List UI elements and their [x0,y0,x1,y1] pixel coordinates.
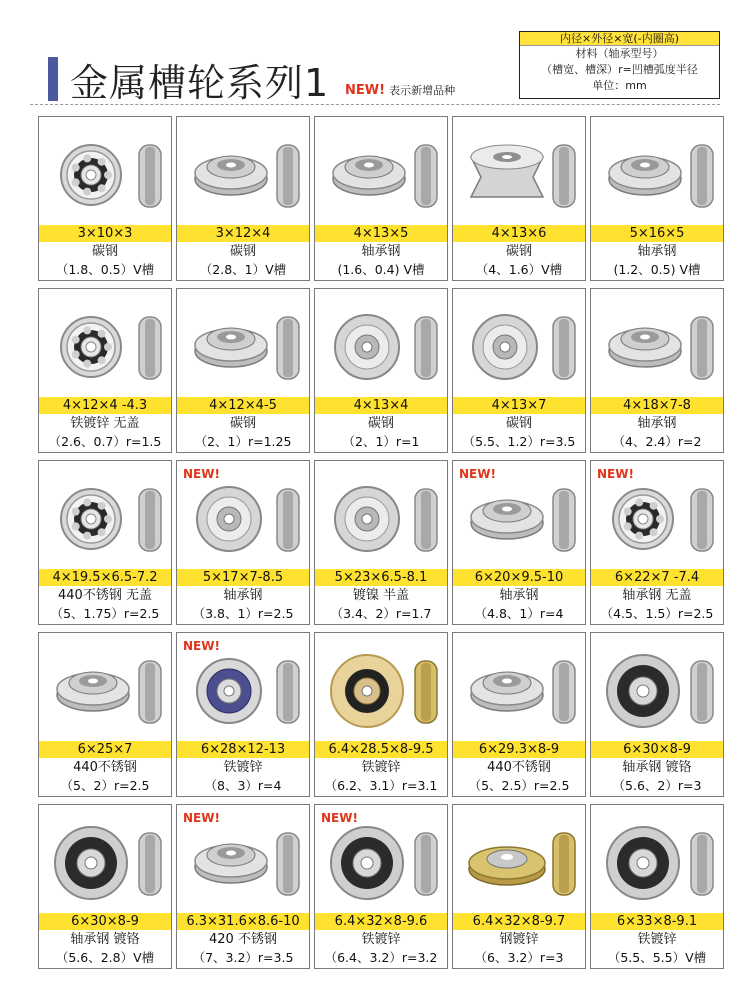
product-card [452,632,586,797]
product-card [314,116,448,281]
product-material: 铁镀锌 [223,760,263,775]
product-image [315,633,447,741]
product-card [590,804,724,969]
product-size: 6×20×9.5-10 [453,569,585,586]
product-size: 6×22×7 -7.4 [591,569,723,586]
product-image [39,289,171,397]
new-badge: NEW! [183,467,220,481]
product-groove-spec: （1.8、0.5）V槽 [55,262,155,277]
product-size: 4×12×4-5 [177,397,309,414]
product-size: 4×13×7 [453,397,585,414]
product-material: 轴承钢 [361,244,401,259]
spec-legend-box [519,31,720,99]
pulley-wheel-image [591,633,723,741]
pulley-wheel-image [453,289,585,397]
product-material: 铁镀锌 [637,932,677,947]
legend-line-3: （槽宽、槽深）r=凹槽弧度半径 [541,63,698,76]
product-material: 碳钢 [91,244,118,259]
product-card [176,804,310,969]
pulley-wheel-image [39,289,171,397]
product-material: 轴承钢 [223,588,263,603]
product-image [453,117,585,225]
new-badge: NEW! [321,811,358,825]
pulley-wheel-image [315,633,447,741]
product-image [315,289,447,397]
product-image [177,117,309,225]
product-image [315,461,447,569]
product-groove-spec: （4、1.6）V槽 [475,262,563,277]
product-image [591,805,723,913]
product-groove-spec: （4.8、1）r=4 [474,606,564,621]
product-groove-spec: （6.4、3.2）r=3.2 [324,950,438,965]
product-card [452,804,586,969]
product-size: 5×16×5 [591,225,723,242]
product-card [314,804,448,969]
product-image [453,289,585,397]
product-size: 4×12×4 -4.3 [39,397,171,414]
product-groove-spec: （3.8、1）r=2.5 [192,606,294,621]
product-groove-spec: （6、3.2）r=3 [474,950,564,965]
product-card [590,116,724,281]
product-groove-spec: （8、3）r=4 [204,778,282,793]
product-image [39,805,171,913]
product-material: 440不锈钢 [487,760,551,775]
product-size: 6×30×8-9 [591,741,723,758]
product-material: 碳钢 [229,244,256,259]
product-material: 轴承钢 [637,244,677,259]
product-card [452,460,586,625]
product-groove-spec: （5.6、2.8）V槽 [55,950,155,965]
product-card [314,460,448,625]
product-image [453,633,585,741]
product-image [315,117,447,225]
title-accent-bar [48,57,58,101]
header-divider [30,104,720,105]
product-material: 镀镍 半盖 [352,588,410,603]
product-image [591,117,723,225]
product-size: 6×29.3×8-9 [453,741,585,758]
pulley-wheel-image [453,805,585,913]
new-legend [345,82,455,98]
product-size: 6.4×28.5×8-9.5 [315,741,447,758]
product-material: 铁镀锌 无盖 [70,416,140,431]
product-material: 轴承钢 [637,416,677,431]
new-badge: NEW! [183,811,220,825]
product-size: 6.4×32×8-9.6 [315,913,447,930]
product-material: 轴承钢 镀铬 [622,760,692,775]
product-card [176,116,310,281]
product-groove-spec: （2.6、0.7）r=1.5 [48,434,162,449]
product-card [176,460,310,625]
legend-line-4: 单位：mm [592,79,647,92]
page-title: 金属槽轮系列1 [70,61,330,105]
product-groove-spec: (1.6、0.4) V槽 [337,262,425,277]
product-card [38,116,172,281]
product-material: 420 不锈钢 [209,932,277,947]
product-image [591,289,723,397]
product-grid [38,116,726,969]
pulley-wheel-image [39,805,171,913]
product-size: 6.3×31.6×8.6-10 [177,913,309,930]
product-material: 轴承钢 无盖 [622,588,692,603]
product-card [176,288,310,453]
pulley-wheel-image [591,289,723,397]
product-groove-spec: （3.4、2）r=1.7 [330,606,432,621]
product-material: 钢镀锌 [499,932,539,947]
product-card [176,632,310,797]
pulley-wheel-image [591,805,723,913]
product-groove-spec: （5.5、5.5）V槽 [607,950,707,965]
product-size: 4×18×7-8 [591,397,723,414]
pulley-wheel-image [39,633,171,741]
product-groove-spec: （5.6、2）r=3 [612,778,702,793]
product-size: 4×13×4 [315,397,447,414]
product-groove-spec: （2.8、1）V槽 [199,262,287,277]
product-card [590,460,724,625]
product-groove-spec: (1.2、0.5) V槽 [613,262,701,277]
product-image [39,461,171,569]
product-size: 6×30×8-9 [39,913,171,930]
pulley-wheel-image [177,289,309,397]
product-size: 4×13×6 [453,225,585,242]
product-groove-spec: （4.5、1.5）r=2.5 [600,606,714,621]
product-material: 铁镀锌 [361,760,401,775]
product-size: 6×28×12-13 [177,741,309,758]
product-material: 轴承钢 [499,588,539,603]
product-groove-spec: （6.2、3.1）r=3.1 [324,778,438,793]
product-material: 碳钢 [505,244,532,259]
product-material: 轴承钢 镀铬 [70,932,140,947]
product-image [39,117,171,225]
product-material: 碳钢 [505,416,532,431]
product-groove-spec: （4、2.4）r=2 [612,434,702,449]
product-card [452,116,586,281]
pulley-wheel-image [453,117,585,225]
product-size: 3×12×4 [177,225,309,242]
product-image [591,633,723,741]
product-image [177,289,309,397]
product-size: 5×17×7-8.5 [177,569,309,586]
pulley-wheel-image [315,461,447,569]
legend-line-2: 材料（轴承型号） [575,47,664,60]
product-groove-spec: （5、1.75）r=2.5 [50,606,160,621]
product-material: 440不锈钢 无盖 [58,588,152,603]
product-material: 碳钢 [229,416,256,431]
product-groove-spec: （5、2）r=2.5 [60,778,150,793]
product-size: 4×13×5 [315,225,447,242]
product-card [590,632,724,797]
new-badge: NEW! [183,639,220,653]
product-groove-spec: （5.5、1.2）r=3.5 [462,434,576,449]
product-card [38,804,172,969]
product-size: 6.4×32×8-9.7 [453,913,585,930]
product-size: 5×23×6.5-8.1 [315,569,447,586]
new-legend-note: 表示新增品种 [389,84,456,97]
page-header [0,0,750,110]
product-groove-spec: （2、1）r=1.25 [194,434,292,449]
product-size: 3×10×3 [39,225,171,242]
legend-line-1: 内径×外径×宽(-内圈高) [520,32,719,46]
new-badge: NEW! [459,467,496,481]
product-card [590,288,724,453]
pulley-wheel-image [315,117,447,225]
new-badge: NEW! [597,467,634,481]
product-groove-spec: （7、3.2）r=3.5 [192,950,294,965]
product-card [38,288,172,453]
product-size: 4×19.5×6.5-7.2 [39,569,171,586]
pulley-wheel-image [39,117,171,225]
pulley-wheel-image [39,461,171,569]
pulley-wheel-image [315,289,447,397]
product-material: 碳钢 [367,416,394,431]
product-card [38,632,172,797]
product-material: 铁镀锌 [361,932,401,947]
product-card [452,288,586,453]
product-material: 440不锈钢 [73,760,137,775]
pulley-wheel-image [591,117,723,225]
product-card [314,632,448,797]
new-legend-tag: NEW! [345,83,386,98]
pulley-wheel-image [177,117,309,225]
product-image [453,805,585,913]
product-groove-spec: （5、2.5）r=2.5 [468,778,570,793]
product-groove-spec: （2、1）r=1 [342,434,420,449]
product-card [38,460,172,625]
pulley-wheel-image [453,633,585,741]
product-card [314,288,448,453]
product-size: 6×33×8-9.1 [591,913,723,930]
product-image [39,633,171,741]
product-size: 6×25×7 [39,741,171,758]
